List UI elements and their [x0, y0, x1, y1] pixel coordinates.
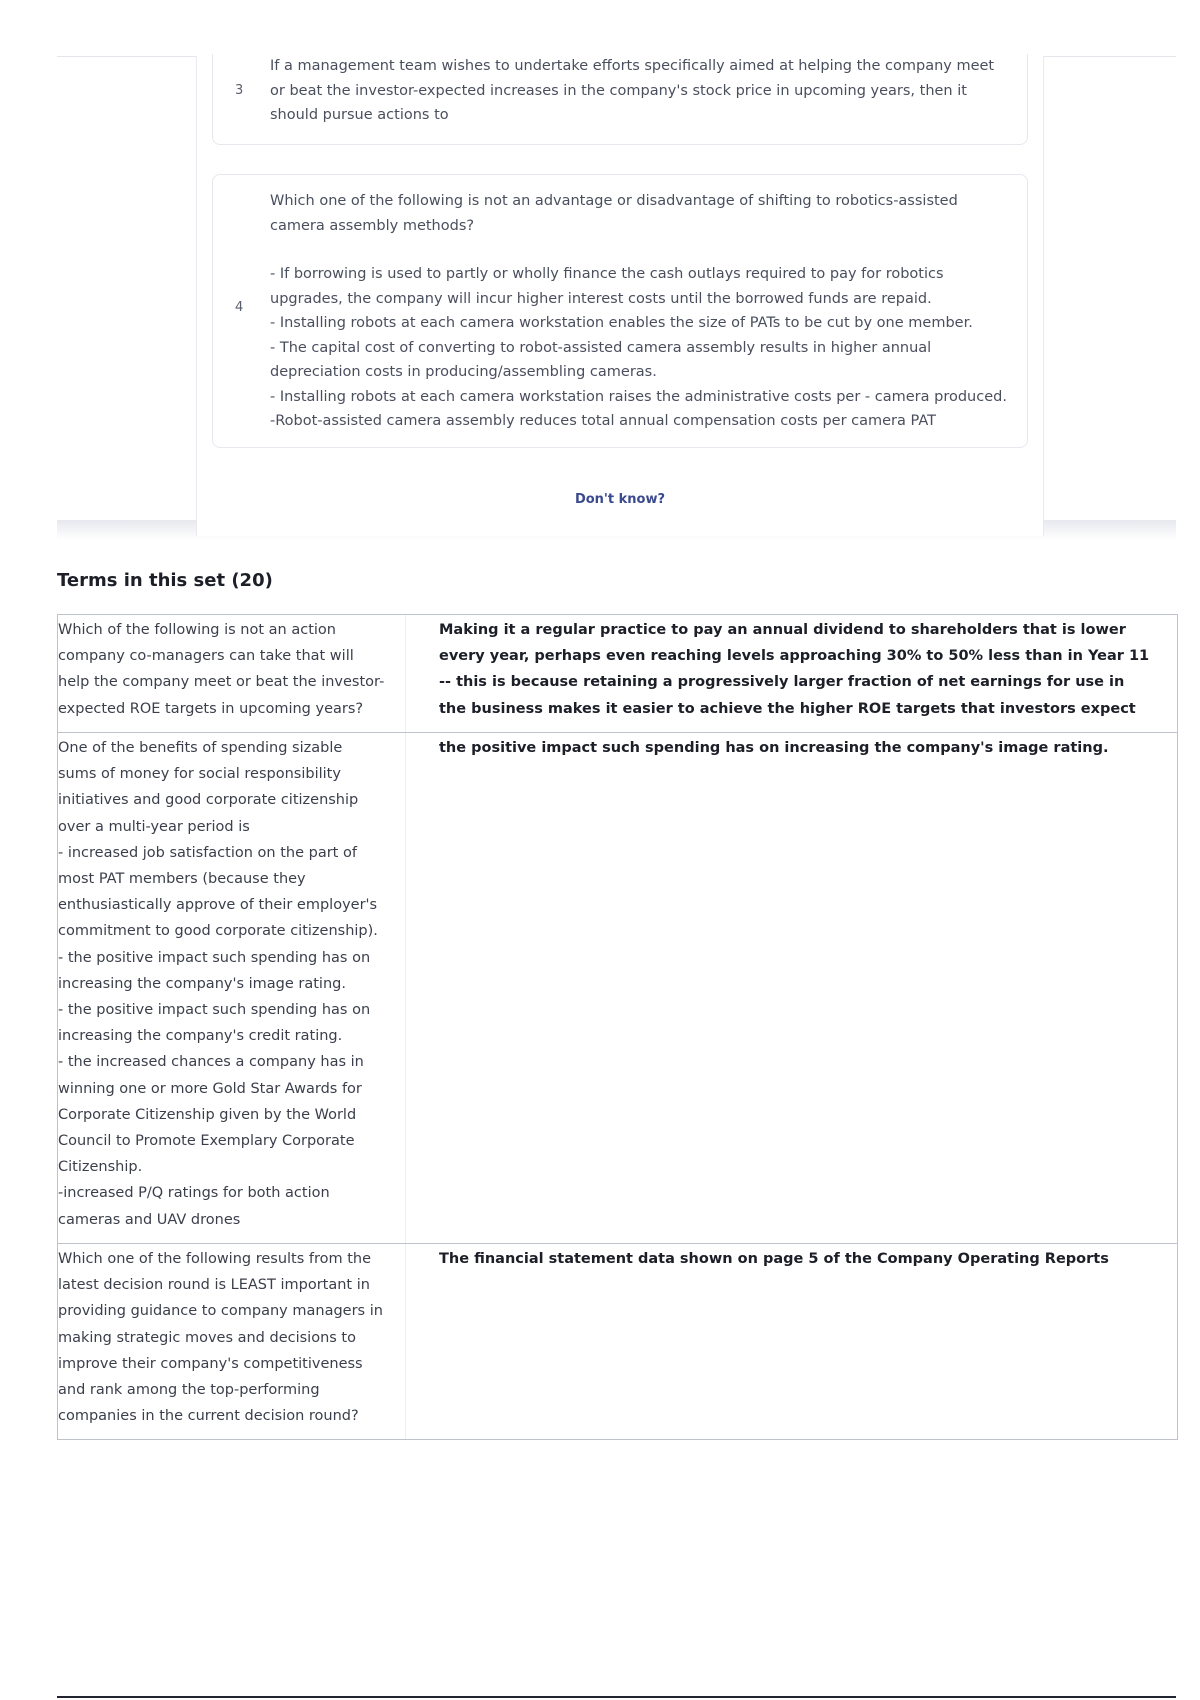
question-number: 3 — [235, 83, 244, 98]
dont-know-link[interactable]: Don't know? — [574, 492, 666, 507]
question-number: 4 — [235, 300, 244, 315]
quiz-panel — [196, 56, 1044, 536]
question-card-4[interactable] — [212, 174, 1028, 448]
term-cell: One of the benefits of spending sizable sums of money for social responsibility initiatives and good corporate citizenship over a multi-year period is - increased job satisfaction on the part of most PAT members (because they enthusiastically approve of their employer's commitment to good corporate citizenship). - the positive impact such spending has on increasing the company's image rating. - the positive impact such spending has on increasing the company's credit rating. - the increased chances a company has in winning one or more Gold Star Awards for Corporate Citizenship given by the World Council to Promote Exemplary Corporate Citizenship. -increased P/Q ratings for both action cameras and UAV drones — [58, 733, 406, 1243]
definition-cell: Making it a regular practice to pay an annual dividend to shareholders that is lower every year, perhaps even reaching levels approaching 30% to 50% less than in Year 11 -- this is because retaining a progressively larger fraction of net earnings for use in the business makes it easier to achieve the higher ROE targets that investors expect — [439, 622, 1150, 717]
definition-cell: the positive impact such spending has on increasing the company's image rating. — [439, 740, 1109, 756]
bottom-divider — [57, 1696, 1176, 1698]
question-text: If a management team wishes to undertake efforts specifically aimed at helping the company meet or beat the investor-expected increases in the company's stock price in upcoming years, then it should pursue actions to — [270, 58, 995, 123]
term-row[interactable] — [58, 615, 1177, 733]
question-text: Which one of the following is not an advantage or disadvantage of shifting to robotics-assisted camera assembly methods? - If borrowing is used to partly or wholly finance the cash outlays required to pay for robotics upgrades, the company will incur higher interest costs until the borrowed funds are repaid. - Installing robots at each camera workstation enables the size of PATs to be cut by one member. - The capital cost of converting to robot-assisted camera assembly results in higher annual depreciation costs in producing/assembling cameras. - Installing robots at each camera workstation raises the administrative costs per - camera produced. -Robot-assisted camera assembly reduces total annual compensation costs per camera PAT — [270, 193, 1007, 429]
term-cell: Which one of the following results from the latest decision round is LEAST important in providing guidance to company managers in making strategic moves and decisions to improve their company's competitiveness and rank among the top-performing companies in the current decision round? — [58, 1244, 406, 1439]
definition-cell: The financial statement data shown on page 5 of the Company Operating Reports — [439, 1251, 1109, 1267]
term-row[interactable] — [58, 1244, 1177, 1440]
terms-heading: Terms in this set (20) — [57, 570, 273, 591]
term-row[interactable] — [58, 733, 1177, 1244]
question-card-3[interactable] — [212, 54, 1028, 145]
terms-table — [57, 614, 1178, 1440]
term-cell: Which of the following is not an action company co-managers can take that will help the company meet or beat the investor- expected ROE targets in upcoming years? — [58, 615, 406, 732]
